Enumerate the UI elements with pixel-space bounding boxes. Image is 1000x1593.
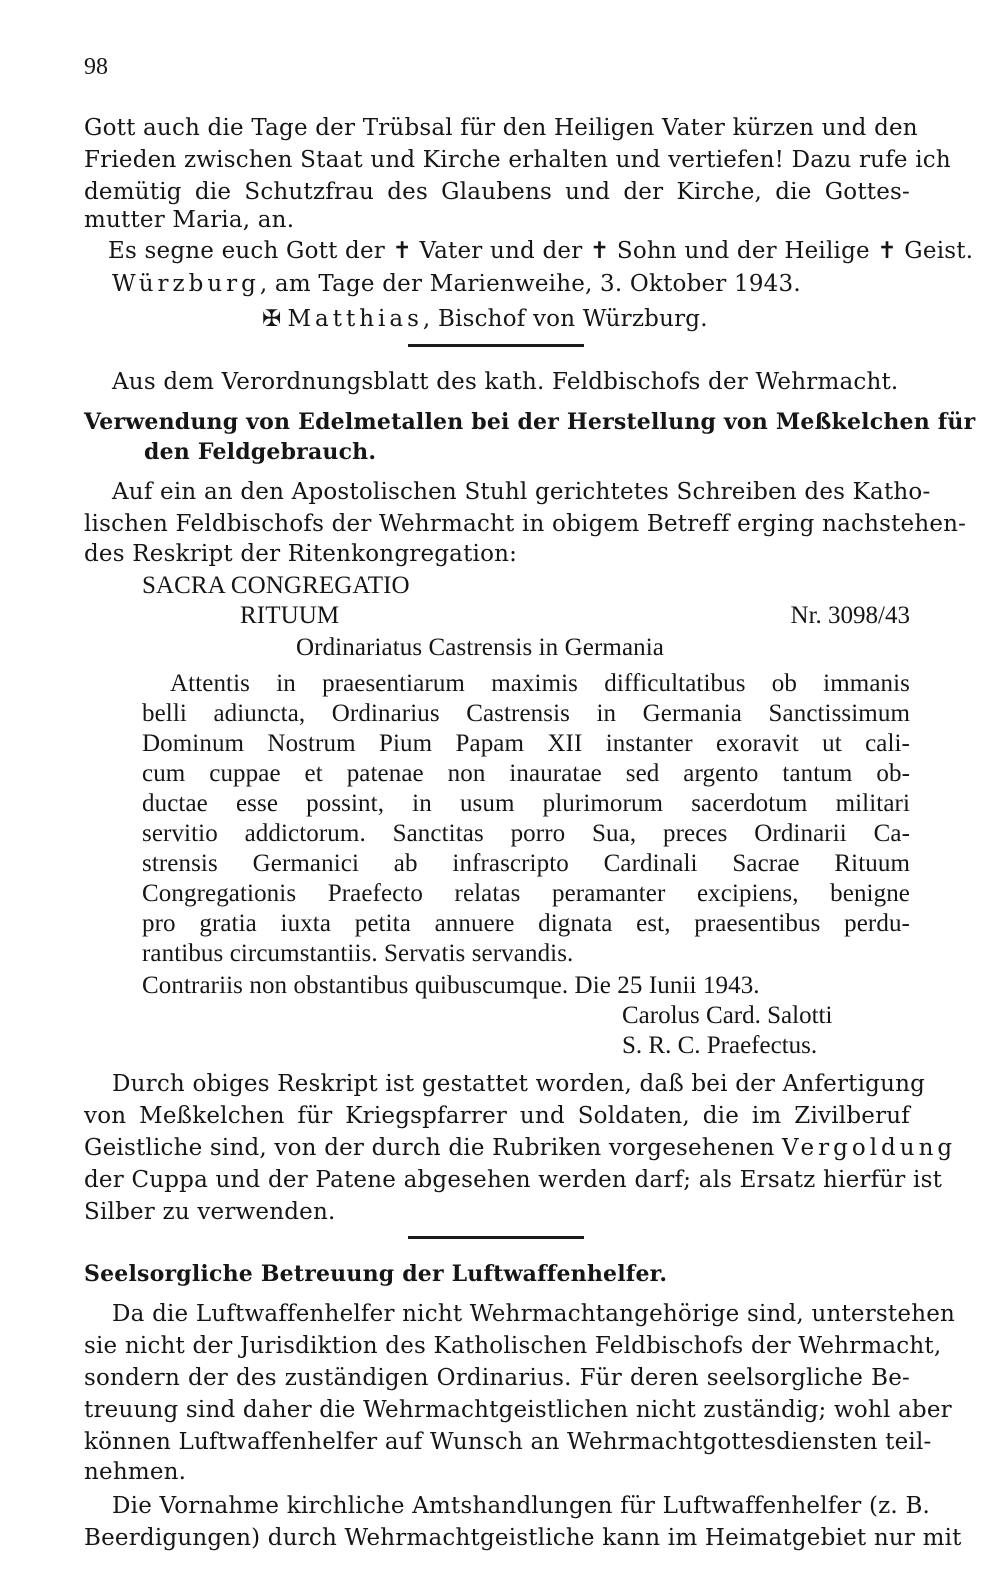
latin-subheader: Ordinariatus Castrensis in Germania bbox=[296, 634, 664, 661]
latin-signature: Carolus Card. Salotti bbox=[622, 1002, 833, 1029]
text-line: Gott auch die Tage der Trübsal für den Heiligen Vater kürzen und den bbox=[84, 115, 918, 141]
latin-signature-title: S. R. C. Praefectus. bbox=[622, 1032, 818, 1059]
place-date: , am Tage der Marienweihe, 3. Oktober 1943. bbox=[259, 271, 801, 297]
section-heading: Verwendung von Edelmetallen bei der Herstellung von Meßkelchen für bbox=[84, 409, 976, 435]
signature-title: , Bischof von Würzburg. bbox=[422, 306, 708, 332]
text-line: demütig die Schutzfrau des Glaubens und der Kirche, die Gottes- bbox=[84, 179, 910, 205]
signature-line bbox=[262, 303, 762, 335]
source-line: Aus dem Verordnungsblatt des kath. Feldbischofs der Wehrmacht. bbox=[112, 369, 899, 395]
text-line: sie nicht der Jurisdiktion des Katholischen Feldbischofs der Wehrmacht, bbox=[84, 1333, 942, 1359]
spaced-word: Vergoldung bbox=[782, 1135, 957, 1161]
latin-line: rantibus circumstantiis. Servatis servandis. bbox=[142, 940, 574, 967]
place-date-line bbox=[112, 268, 832, 300]
text-line: Auf ein an den Apostolischen Stuhl gerichtetes Schreiben des Katho- bbox=[112, 479, 931, 505]
text-fragment: Geistliche sind, von der durch die Rubriken vorgesehenen bbox=[84, 1135, 775, 1161]
text-line: Die Vornahme kirchliche Amtshandlungen für Luftwaffenhelfer (z. B. bbox=[112, 1493, 931, 1519]
text-line: nehmen. bbox=[84, 1459, 187, 1485]
bishop-cross-icon: ✠ bbox=[262, 306, 282, 332]
text-line: der Cuppa und der Patene abgesehen werden darf; als Ersatz hierfür ist bbox=[84, 1167, 943, 1193]
latin-header: RITUUM bbox=[240, 602, 340, 629]
latin-line: servitio addictorum. Sanctitas porro Sua, preces Ordinarii Ca- bbox=[142, 820, 910, 847]
text-line: Da die Luftwaffenhelfer nicht Wehrmachtangehörige sind, unterstehen bbox=[112, 1301, 956, 1327]
latin-line: cum cuppae et patenae non inauratae sed argento tantum ob- bbox=[142, 760, 910, 787]
text-line: von Meßkelchen für Kriegspfarrer und Soldaten, die im Zivilberuf bbox=[84, 1103, 910, 1129]
text-line: Beerdigungen) durch Wehrmachtgeistliche kann im Heimatgebiet nur mit bbox=[84, 1525, 962, 1551]
latin-line: strensis Germanici ab infrascripto Cardinali Sacrae Rituum bbox=[142, 850, 910, 877]
text-line: Durch obiges Reskript ist gestattet worden, daß bei der Anfertigung bbox=[112, 1071, 926, 1097]
text-line bbox=[84, 1132, 957, 1164]
section-divider bbox=[408, 1236, 584, 1239]
latin-line: Congregationis Praefecto relatas peramanter excipiens, benigne bbox=[142, 880, 910, 907]
latin-header: SACRA CONGREGATIO bbox=[142, 572, 410, 599]
page-number: 98 bbox=[84, 54, 108, 80]
blessing-line: Es segne euch Gott der ✝ Vater und der ✝ Sohn und der Heilige ✝ Geist. bbox=[108, 238, 974, 264]
section-heading: Seelsorgliche Betreuung der Luftwaffenhelfer. bbox=[84, 1261, 668, 1287]
place-city: Würzburg bbox=[112, 271, 260, 297]
latin-line: Dominum Nostrum Pium Papam XII instanter exoravit ut cali- bbox=[142, 730, 910, 757]
text-line: mutter Maria, an. bbox=[84, 207, 295, 233]
latin-line: Attentis in praesentiarum maximis difficultatibus ob immanis bbox=[170, 670, 910, 697]
document-number: Nr. 3098/43 bbox=[790, 602, 910, 629]
latin-line: belli adiuncta, Ordinarius Castrensis in Germania Sanctissimum bbox=[142, 700, 910, 727]
section-heading: den Feldgebrauch. bbox=[144, 439, 377, 465]
signature-name: Matthias bbox=[287, 306, 423, 332]
latin-line: ductae esse possint, in usum plurimorum sacerdotum militari bbox=[142, 790, 910, 817]
section-divider bbox=[408, 344, 584, 347]
text-line: Silber zu verwenden. bbox=[84, 1199, 336, 1225]
latin-line: pro gratia iuxta petita annuere dignata est, praesentibus perdu- bbox=[142, 910, 910, 937]
text-line: Frieden zwischen Staat und Kirche erhalten und vertiefen! Dazu rufe ich bbox=[84, 147, 951, 173]
text-line: sondern der des zuständigen Ordinarius. Für deren seelsorgliche Be- bbox=[84, 1365, 910, 1391]
text-line: des Reskript der Ritenkongregation: bbox=[84, 541, 518, 567]
text-line: können Luftwaffenhelfer auf Wunsch an Wehrmachtgottesdiensten teil- bbox=[84, 1429, 932, 1455]
text-line: treuung sind daher die Wehrmachtgeistlichen nicht zuständig; wohl aber bbox=[84, 1397, 952, 1423]
latin-closing: Contrariis non obstantibus quibuscumque. Die 25 Iunii 1943. bbox=[142, 972, 760, 999]
text-line: lischen Feldbischofs der Wehrmacht in obigem Betreff erging nachstehen- bbox=[84, 511, 967, 537]
